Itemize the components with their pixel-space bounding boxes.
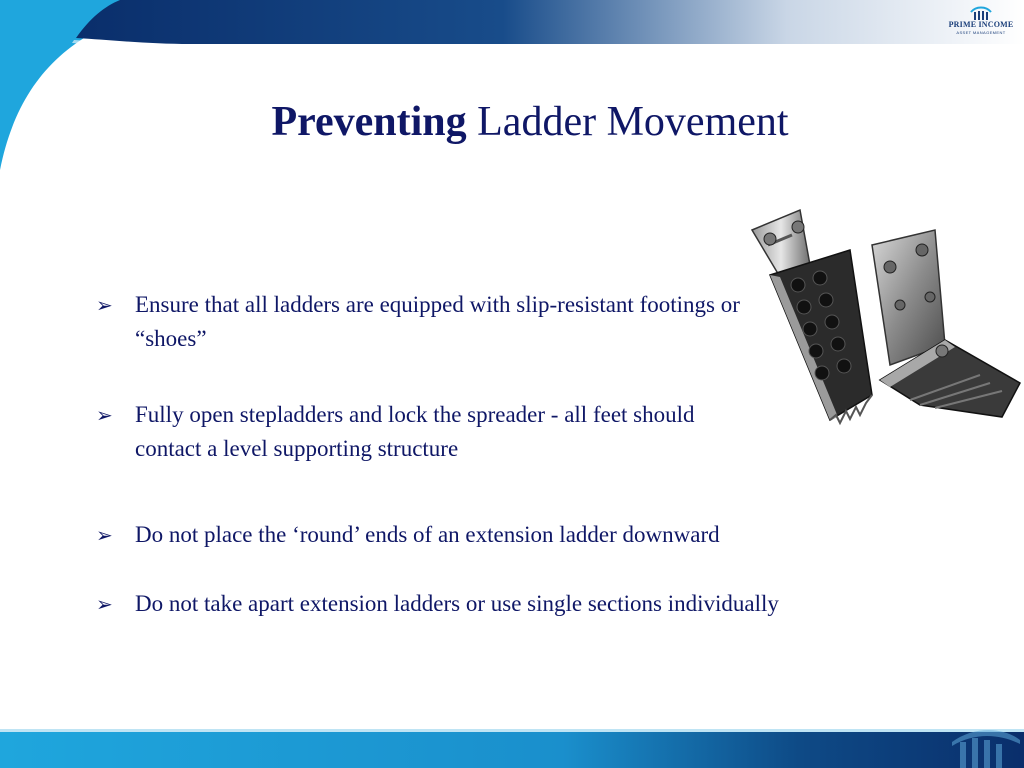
slide-title xyxy=(0,96,1024,148)
bullet-text: Do not take apart extension ladders or use single sections individually xyxy=(135,591,779,616)
arrow-bullet-icon: ➢ xyxy=(96,293,113,317)
logo-subtitle: ASSET MANAGEMENT xyxy=(956,30,1006,35)
bullet-text: Fully open stepladders and lock the spreader - all feet should contact a level supporting structure xyxy=(135,402,695,461)
company-logo xyxy=(944,6,1018,40)
ladder-shoes-photo xyxy=(740,205,1022,430)
title-rest: Ladder Movement xyxy=(466,99,789,145)
arrow-bullet-icon: ➢ xyxy=(96,523,113,547)
title-bold: Preventing xyxy=(271,99,467,145)
logo-columns-icon xyxy=(970,6,992,20)
arrow-bullet-icon: ➢ xyxy=(96,403,113,427)
logo-name: PRIME INCOME xyxy=(948,20,1014,29)
arrow-bullet-icon: ➢ xyxy=(96,592,113,616)
bullet-text: Ensure that all ladders are equipped with slip-resistant footings or “shoes” xyxy=(135,292,740,351)
bullet-text: Do not place the ‘round’ ends of an extension ladder downward xyxy=(135,522,720,547)
